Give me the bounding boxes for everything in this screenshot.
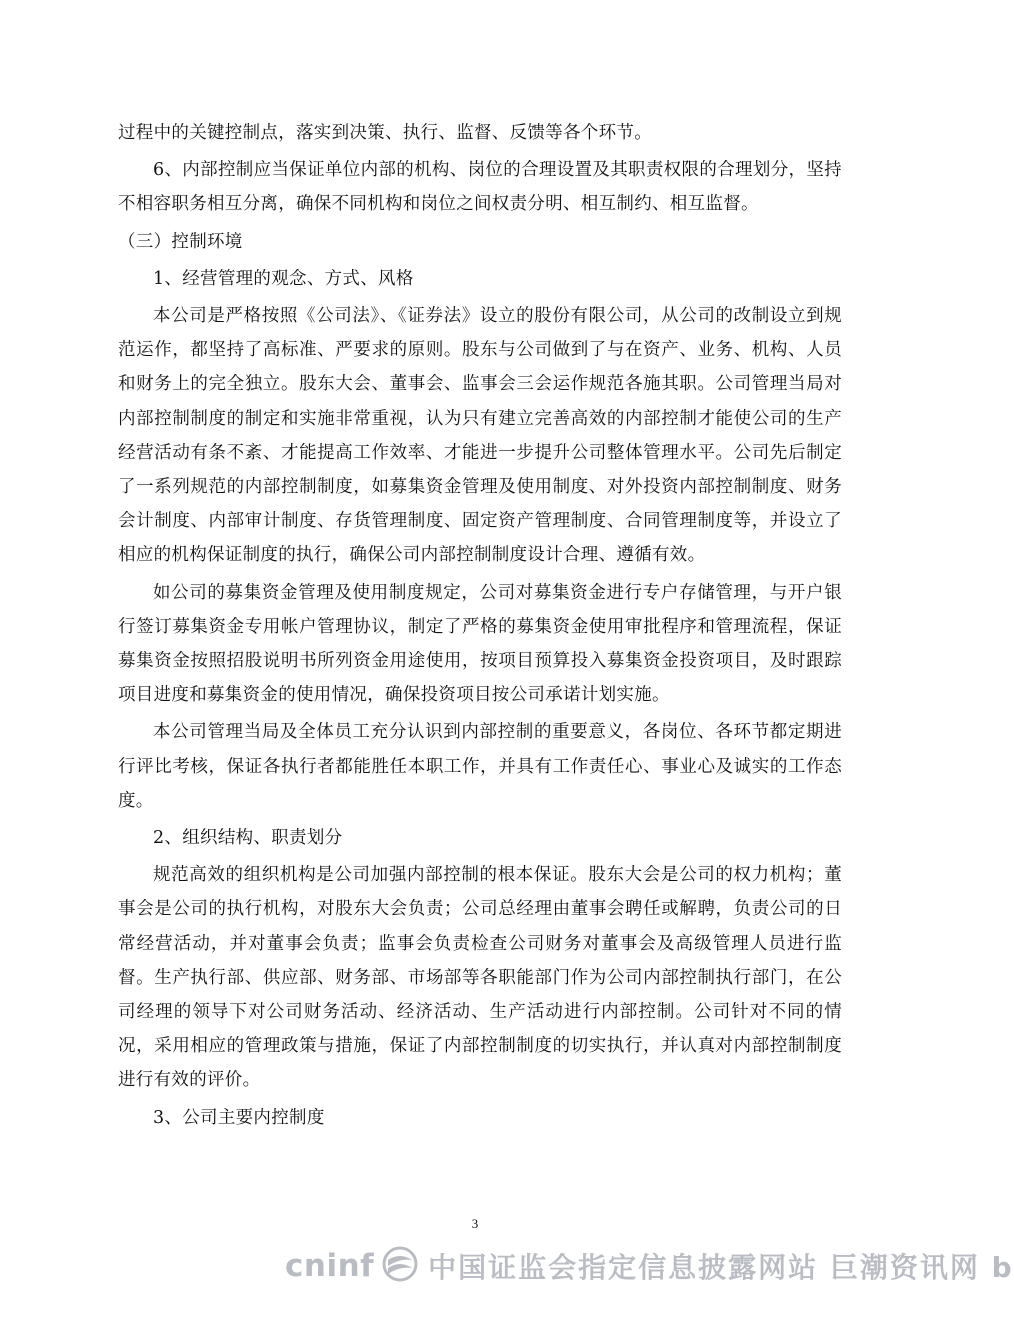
paragraph-staff-awareness: 本公司管理当局及全体员工充分认识到内部控制的重要意义，各岗位、各环节都定期进行评比考核，保证各执行者都能胜任本职工作，并具有工作责任心、事业心及诚实的工作态度。 bbox=[118, 722, 842, 811]
watermark-brand: cninf bbox=[285, 1248, 375, 1284]
paragraph-organization: 规范高效的组织机构是公司加强内部控制的根本保证。股东大会是公司的权力机构；董事会是公司的执行机构，对股东大会负责；公司总经理由董事会聘任或解聘，负责公司的日常经营活动，并对董事会负责；监事会负责检查公司财务对董事会及高级管理人员进行监督。生产执行部、供应部、财务部、市场部等各职能部门作为公司内部控制执行部门，在公司经理的领导下对公司财务活动、经济活动、生产活动进行内部控制。公司针对不同的情况，采用相应的管理政策与措施，保证了内部控制制度的切实执行，并认真对内部控制制度进行有效的评价。 bbox=[118, 865, 842, 1091]
section-heading-control-environment: （三）控制环境 bbox=[118, 231, 243, 252]
paragraph-principle-6: 6、内部控制应当保证单位内部的机构、岗位的合理设置及其职责权限的合理划分，坚持不相容职务相互分离，确保不同机构和岗位之间权责分明、相互制约、相互监督。 bbox=[118, 160, 842, 215]
subheading-main-controls: 3、公司主要内控制度 bbox=[153, 1107, 325, 1128]
paragraph-raised-funds: 如公司的募集资金管理及使用制度规定，公司对募集资金进行专户存储管理，与开户银行签订募集资金专用帐户管理协议，制定了严格的募集资金使用审批程序和管理流程，保证募集资金按照招股说明书所列资金用途使用，按项目预算投入募集资金投资项目，及时跟踪项目进度和募集资金的使用情况，确保投资项目按公司承诺计划实施。 bbox=[118, 582, 842, 706]
paragraph-continuation: 过程中的关键控制点，落实到决策、执行、监督、反馈等各个环节。 bbox=[118, 123, 652, 143]
subheading-management-philosophy: 1、经营管理的观念、方式、风格 bbox=[153, 268, 414, 289]
page-number: 3 bbox=[471, 1216, 479, 1231]
cninf-logo-icon bbox=[380, 1246, 420, 1286]
watermark-text: 中国证监会指定信息披露网站 巨潮资讯网 b bbox=[428, 1251, 1014, 1284]
paragraph-company-overview: 本公司是严格按照《公司法》、《证券法》设立的股份有限公司，从公司的改制设立到规范运作，都坚持了高标准、严要求的原则。股东与公司做到了与在资产、业务、机构、人员和财务上的完全独立。股东大会、董事会、监事会三会运作规范各施其职。公司管理当局对内部控制制度的制定和实施非常重视，认为只有建立完善高效的内部控制才能使公司的生产经营活动有条不紊、才能提高工作效率、才能进一步提升公司整体管理水平。公司先后制定了一系列规范的内部控制制度，如募集资金管理及使用制度、对外投资内部控制制度、财务会计制度、内部审计制度、存货管理制度、固定资产管理制度、合同管理制度等，并设立了相应的机构保证制度的执行，确保公司内部控制制度设计合理、遵循有效。 bbox=[118, 306, 842, 566]
cninf-watermark bbox=[285, 1244, 1014, 1288]
subheading-organization-structure: 2、组织结构、职责划分 bbox=[153, 828, 343, 849]
document-body bbox=[118, 116, 842, 1135]
